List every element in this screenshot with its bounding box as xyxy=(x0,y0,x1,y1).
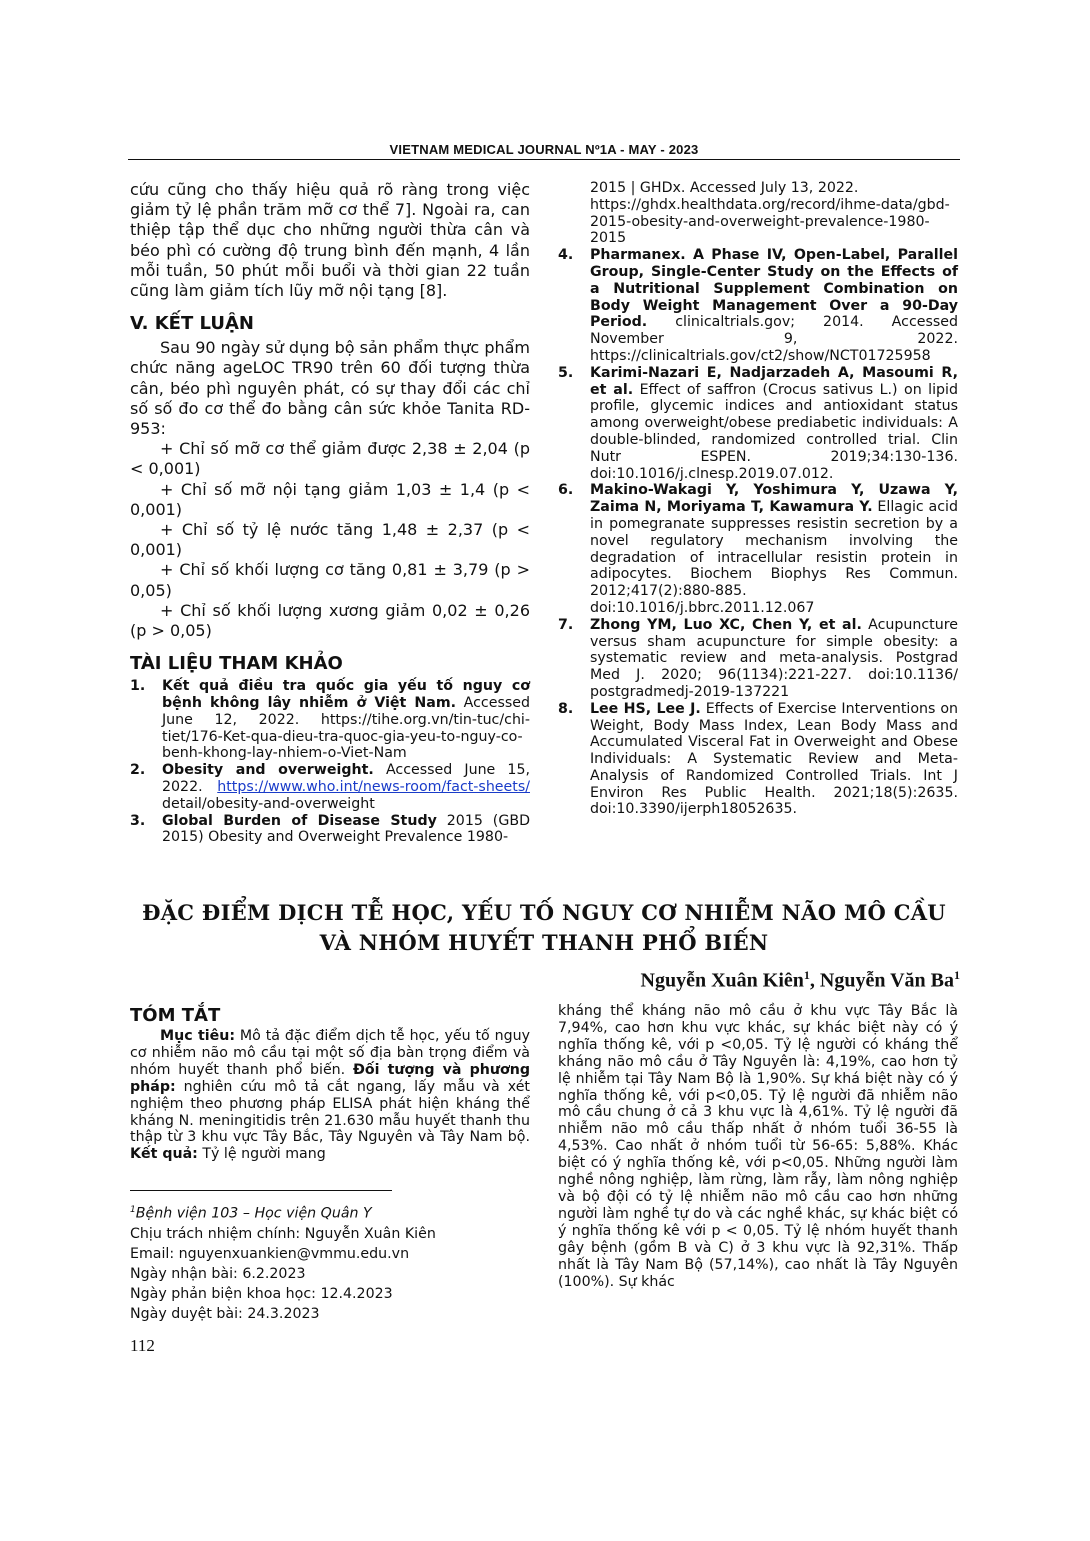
footnote-received: Ngày nhận bài: 6.2.2023 xyxy=(130,1265,306,1282)
footnote-reviewed: Ngày phản biện khoa học: 12.4.2023 xyxy=(130,1285,393,1302)
result-item: + Chỉ số khối lượng cơ tăng 0,81 ± 3,79 (p > 0,05) xyxy=(130,560,530,600)
result-item: + Chỉ số mỡ nội tạng giảm 1,03 ± 1,4 (p < 0,001) xyxy=(130,479,530,519)
abstract-text: Tỷ lệ người mang xyxy=(197,1146,326,1163)
reference-number: 1. xyxy=(130,678,146,695)
reference-title: Lee HS, Lee J. xyxy=(590,700,701,717)
reference-body: 2015 (GBD 2015) Obesity and Overweight Prevalence 1980- xyxy=(162,812,530,846)
reference-body-tail: detail/obesity-and-overweight xyxy=(162,795,375,812)
footnote-responsible: Chịu trách nhiệm chính: Nguyễn Xuân Kiên xyxy=(130,1225,436,1242)
reference-number: 8. xyxy=(558,700,574,717)
reference-body: Effect of saffron (Crocus sativus L.) on lipid profile, glycemic indices and antioxidant status among overweight/obese prediabetic individuals: A double-blinded, randomized controlled trial. Clin Nutr ESPEN. 2019;34:130-136. doi:10.1016/j.clnesp.2019.07.012. xyxy=(590,381,958,482)
article-title xyxy=(128,898,960,958)
discussion-paragraph: cứu cũng cho thấy hiệu quả rõ ràng trong việc giảm tỷ lệ phần trăm mỡ cơ thể 7]. Ngoài ra, can thiệp tập thể dục cho những người thừa cân và béo phì có cường độ trung bình đến mạnh, 4 lần mỗi tuần, 50 phút mỗi buổi và thời gian 22 tuần cũng làm giảm tích lũy mỡ nội tạng [8]. xyxy=(130,180,530,301)
reference-number: 3. xyxy=(130,812,146,829)
article-title-line: VÀ NHÓM HUYẾT THANH PHỔ BIẾN xyxy=(319,930,769,955)
reference-body: clinicaltrials.gov; 2014. Accessed November 9, 2022. https://clinicaltrials.gov/ct2/show/NCT01725958 xyxy=(590,314,958,364)
reference-item xyxy=(130,813,530,847)
abstract-label: Đối tượng và phương pháp: xyxy=(130,1061,530,1095)
reference-item xyxy=(558,247,958,365)
footnotes xyxy=(130,1200,530,1324)
reference-body: Effects of Exercise Interventions on Weight, Body Mass Index, Lean Body Mass and Accumulated Visceral Fat in Overweight and Obese Individuals: A Systematic Review and Meta-Analysis of Randomized Controlled Trials. Int J Environ Res Public Health. 2021;18(5):2635. doi:10.3390/ijerph18052635. xyxy=(590,700,958,818)
journal-header: VIETNAM MEDICAL JOURNAL Nº1A - MAY - 2023 xyxy=(389,142,699,157)
footnote-email: Email: nguyenxuankien@vmmu.edu.vn xyxy=(130,1245,410,1262)
reference-body: Ellagic acid in pomegranate suppresses resistin secretion by a novel regulatory mechanism involving the degradation of intracellular resistin protein in adipocytes. Biochem Biophys Res Commun. 2012;417(2):880-885. doi:10.1016/j.bbrc.2011.12.067 xyxy=(590,499,958,616)
reference-body: Acupuncture versus sham acupuncture for simple obesity: a systematic review and meta-analysis. Postgrad Med J. 2020; 96(1134):221-227. doi:10.1136/ postgradmedj-2019-137221 xyxy=(590,616,958,700)
abstract-text: Mô tả đặc điểm dịch tễ học, yếu tố nguy cơ nhiễm não mô cầu tại một số địa bàn trọng điểm và nhóm huyết thanh phổ biến. xyxy=(130,1028,531,1078)
abstract-paragraph xyxy=(130,1028,530,1163)
result-item: + Chỉ số tỷ lệ nước tăng 1,48 ± 2,37 (p < 0,001) xyxy=(130,520,530,560)
reference-link[interactable]: https://www.who.int/news-room/fact-sheets/ xyxy=(217,779,530,796)
footnote-mark: 1 xyxy=(130,1205,136,1215)
reference-body: Accessed June 12, 2022. https://tihe.org.vn/tin-tuc/chi-tiet/176-Ket-qua-dieu-tra-quoc-gia-yeu-to-nguy-co-benh-khong-lay-nhiem-o-Viet-Nam xyxy=(162,695,530,762)
reference-continued: 2015 | GHDx. Accessed July 13, 2022. https://ghdx.healthdata.org/record/ihme-data/gbd-2015-obesity-and-overweight-prevalence-1980-2015 xyxy=(590,180,950,247)
result-item: + Chỉ số mỡ cơ thể giảm được 2,38 ± 2,04 (p < 0,001) xyxy=(130,439,530,479)
right-column-top xyxy=(558,180,958,818)
author-separator: , xyxy=(809,969,820,992)
reference-item xyxy=(558,365,958,483)
author-affiliation-mark: 1 xyxy=(803,968,810,982)
left-column-top xyxy=(130,180,530,846)
page-number: 112 xyxy=(130,1336,155,1355)
reference-item xyxy=(558,482,958,616)
abstract-label: Kết quả: xyxy=(130,1146,198,1163)
author-name: Nguyễn Văn Ba xyxy=(819,969,954,992)
abstract-label: Mục tiêu: xyxy=(160,1028,236,1044)
reference-number: 2. xyxy=(130,762,146,779)
references-list-left xyxy=(130,678,530,846)
reference-item xyxy=(130,762,530,812)
reference-title: Karimi-Nazari E, Nadjarzadeh A, Masoumi R, et al. xyxy=(590,364,958,398)
reference-number: 6. xyxy=(558,482,574,499)
reference-title: Global Burden of Disease Study xyxy=(162,812,437,829)
author-name: Nguyễn Xuân Kiên xyxy=(640,969,804,992)
abstract-left xyxy=(130,1005,530,1163)
abstract-heading: TÓM TẮT xyxy=(130,1005,221,1026)
abstract-text: nghiên cứu mô tả cắt ngang, lấy mẫu và xét nghiệm theo phương pháp ELISA phát hiện kháng thể kháng N. meningitidis trên 21.630 mẫu huyết thanh thu thập từ 3 khu vực Tây Bắc, Tây Nguyên và Tây Nam bộ. xyxy=(130,1078,530,1146)
reference-title: Pharmanex. A Phase IV, Open-Label, Parallel Group, Single-Center Study on the Effects of a Nutritional Supplement Combination on Body Weight Management Over a 90-Day Period. xyxy=(590,247,958,331)
reference-title: Kết quả điều tra quốc gia yếu tố nguy cơ bệnh không lây nhiễm ở Việt Nam. xyxy=(162,678,530,712)
references-heading: TÀI LIỆU THAM KHẢO xyxy=(130,653,343,675)
references-list-right xyxy=(558,247,958,818)
reference-body: Accessed June 15, 2022. xyxy=(162,762,530,796)
result-item: + Chỉ số khối lượng xương giảm 0,02 ± 0,26 (p > 0,05) xyxy=(130,600,530,641)
header-rule xyxy=(128,159,960,160)
reference-item xyxy=(130,678,530,762)
conclusion-paragraph: Sau 90 ngày sử dụng bộ sản phẩm thực phẩm chức năng ageLOC TR90 trên 60 đối tượng thừa cân, béo phì nguyên phát, có sự thay đổi các chỉ số số đo cơ thể đo bằng cân sức khỏe Tanita RD-953: xyxy=(130,338,530,439)
footnote-rule xyxy=(130,1190,392,1191)
affiliation-text: Bệnh viện 103 – Học viện Quân Y xyxy=(135,1205,372,1222)
reference-number: 5. xyxy=(558,364,574,381)
footnote-affiliation xyxy=(130,1200,530,1224)
author-affiliation-mark: 1 xyxy=(954,968,960,982)
reference-item xyxy=(558,701,958,819)
reference-title: Obesity and overweight. xyxy=(162,762,374,779)
abstract-right xyxy=(558,1003,958,1290)
reference-number: 7. xyxy=(558,616,574,633)
footnote-approved: Ngày duyệt bài: 24.3.2023 xyxy=(130,1305,320,1322)
authors xyxy=(641,968,961,993)
reference-item xyxy=(558,617,958,701)
conclusion-heading: V. KẾT LUẬN xyxy=(130,313,254,335)
article-title-line: ĐẶC ĐIỂM DỊCH TỄ HỌC, YẾU TỐ NGUY CƠ NHIỄM NÃO MÔ CẦU xyxy=(142,900,946,925)
reference-title: Zhong YM, Luo XC, Chen Y, et al. xyxy=(590,616,862,633)
abstract-paragraph-continued: kháng thể kháng não mô cầu ở khu vực Tây Bắc là 7,94%, cao hơn khu vực khác, sự khác biệt này có ý nghĩa thống kê, với p <0,05. Tỷ lệ người có kháng thể kháng não mô cầu ở Tây Nguyên là: 4,19%, cao hơn tỷ lệ nhiễm tại Tây Nam Bộ là 1,90%. Sự khá biệt này có ý nghĩa thống kê, với p<0,05. Tỷ lệ người đã nhiễm não mô cầu chung ở cả 3 khu vực là 4,61%. Tỷ lệ người đã nhiễm não mô cầu thấp nhất ở nhóm tuổi 36-55 là 4,53%. Cao nhất ở nhóm tuổi từ 56-65: 5,88%. Khác biệt có ý nghĩa thống kê, với p<0,05. Những người làm nghề nông nghiệp, làm rừng, làm rẫy, làm nông nghiệp và bộ đội có tỷ lệ nhiễm não mô cầu cao hơn những người làm nghề tự do và các nghề khác, sự khác biệt có ý nghĩa thống kê với p < 0,05. Tỷ lệ nhóm huyết thanh gây bệnh (gồm B và C) ở 3 khu vực là 92,31%. Thấp nhất là Tây Nam Bộ (57,14%), cao nhất là Tây Nguyên (100%). Sự khác xyxy=(558,1003,958,1290)
reference-title: Makino-Wakagi Y, Yoshimura Y, Uzawa Y, Zaima N, Moriyama T, Kawamura Y. xyxy=(590,482,958,516)
reference-number: 4. xyxy=(558,247,574,264)
